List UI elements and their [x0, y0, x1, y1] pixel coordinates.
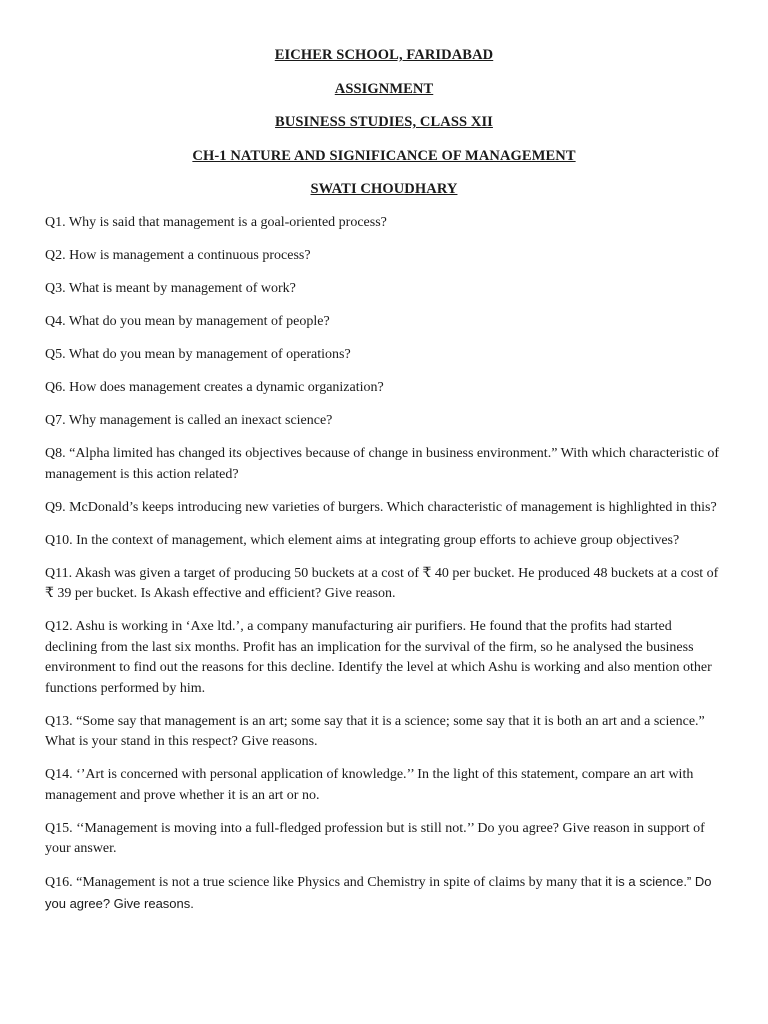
question-text: Q16. “Management is not a true science like Physics and Chemistry in spite of claims by many that — [45, 875, 606, 890]
question-item-last — [45, 872, 725, 915]
question-item: Q7. Why management is called an inexact science? — [45, 413, 333, 428]
document-type: ASSIGNMENT — [334, 80, 434, 97]
chapter-title: CH-1 NATURE AND SIGNIFICANCE OF MANAGEMENT — [192, 147, 576, 164]
question-item: Q15. ‘‘Management is moving into a full-fledged profession but is still not.’’ Do you agree? Give reason in support of your answer. — [45, 820, 705, 856]
question-item: Q2. How is management a continuous process? — [45, 248, 311, 263]
question-item: Q13. “Some say that management is an art; some say that it is a science; some say that it is both an art and a science.” What is your stand in this respect? Give reasons. — [45, 713, 705, 749]
question-item: Q10. In the context of management, which element aims at integrating group efforts to achieve group objectives? — [45, 532, 680, 548]
question-item: Q12. Ashu is working in ‘Axe ltd.’, a company manufacturing air purifiers. He found that the profits had started declining from the last six months. Profit has an implication for the survival of the firm, so he analysed the business environment to find out the reasons for this decline. Identify the level at which Ashu is working and also mention other functions performed by him. — [45, 619, 712, 696]
question-item: Q3. What is meant by management of work? — [45, 281, 296, 296]
question-item: Q1. Why is said that management is a goal-oriented process? — [45, 215, 387, 230]
subject-title: BUSINESS STUDIES, CLASS XII — [275, 114, 493, 130]
question-list — [45, 213, 725, 928]
question-item: Q6. How does management creates a dynamic organization? — [45, 380, 384, 395]
question-item: Q5. What do you mean by management of operations? — [45, 347, 351, 362]
question-item: Q11. Akash was given a target of producing 50 buckets at a cost of ₹ 40 per bucket. He produced 48 buckets at a cost of ₹ 39 per bucket. Is Akash effective and efficient? Give reason. — [45, 565, 719, 601]
question-item: Q9. McDonald’s keeps introducing new varieties of burgers. Which characteristic of management is highlighted in this? — [45, 499, 717, 515]
question-item: Q4. What do you mean by management of people? — [45, 314, 330, 329]
document-header — [0, 46, 768, 214]
question-item: Q8. “Alpha limited has changed its objectives because of change in business environment.” With which characteristic of management is this action related? — [45, 446, 720, 482]
author-name: SWATI CHOUDHARY — [310, 181, 458, 197]
question-item: Q14. ‘’Art is concerned with personal application of knowledge.’’ In the light of this statement, compare an art with management and prove whether it is an art or no. — [45, 767, 694, 803]
school-name: EICHER SCHOOL, FARIDABAD — [274, 47, 494, 63]
question-text-tail: it is a science.” Do you agree? Give reasons. — [45, 874, 712, 911]
